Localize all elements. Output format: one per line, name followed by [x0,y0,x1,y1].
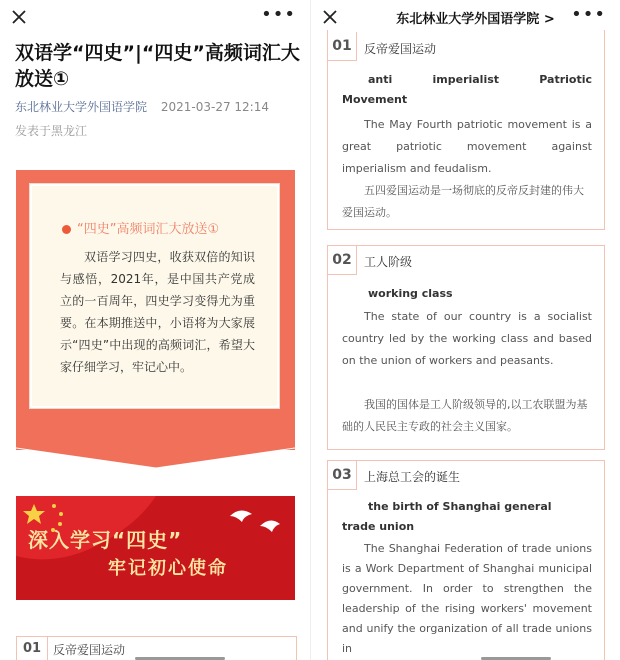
banner-image [16,496,295,600]
entry-number: 03 [328,461,357,490]
entry-number: 01 [17,637,48,660]
vocab-entry [327,460,605,660]
vocab-entry [327,30,605,230]
entry-title: 上海总工会的诞生 [364,470,461,484]
entry-title: 工人阶级 [364,255,413,269]
article-pane-right [310,0,620,660]
close-icon[interactable] [10,8,28,26]
entry-english-example: The May Fourth patriotic movement is a great patriotic movement against imperialism and feudalism. [342,118,592,175]
entry-english-term: anti imperialist Patriotic Movement [342,73,592,106]
bullet-dot-icon [62,225,71,234]
intro-card-body: 双语学习四史，收获双倍的知识与感悟，2021年，是中国共产党成立的一百周年，四史学习变得尤为重要。在本期推送中，小语将为大家展示“四史”中出现的高频词汇，希望大家仔细学习，牢记心中。 [60,250,255,374]
publish-location: 发表于黑龙江 [15,124,88,138]
banner-line-1: 深入学习“四史” [28,528,183,552]
more-icon[interactable]: ••• [571,4,606,25]
entry-english-term: working class [368,287,453,300]
entry-number: 02 [328,246,357,275]
entry-title: 反帝爱国运动 [364,42,437,56]
article-title: 双语学“四史”|“四史”高频词汇大放送① [15,42,300,90]
publish-datetime: 2021-03-27 12:14 [160,100,269,114]
entry-chinese-example: 我国的国体是工人阶级领导的,以工农联盟为基础的人民民主专政的社会主义国家。 [342,398,588,433]
intro-card [30,184,279,408]
entry-english-example: The state of our country is a socialist country led by the working class and based on the union of workers and peasants. [342,310,592,367]
intro-card-heading: “四史”高频词汇大放送① [62,218,219,237]
vocab-entry [327,245,605,450]
account-title-link[interactable]: 东北林业大学外国语学院 > [396,12,555,27]
close-icon[interactable] [321,8,339,26]
article-meta [15,98,269,115]
entry-chinese-example: 五四爱国运动是一场彻底的反帝反封建的伟大爱国运动。 [342,184,584,219]
intro-card-fold [16,420,295,470]
banner-line-2: 牢记初心使命 [108,558,228,579]
entry-number: 01 [328,32,357,61]
top-bar [0,0,310,36]
entry-english-example: The Shanghai Federation of trade unions is a Work Department of Shanghai municipal government. In order to strengthen the leadership of the rising workers' movement and unify the organization of all trade unions in [342,542,592,655]
chevron-right-icon: > [543,12,555,27]
entry-title: 反帝爱国运动 [53,643,126,657]
entry-english-term: the birth of Shanghai general trade union [342,500,552,533]
more-icon[interactable]: ••• [261,4,296,25]
account-link[interactable]: 东北林业大学外国语学院 [15,100,148,114]
